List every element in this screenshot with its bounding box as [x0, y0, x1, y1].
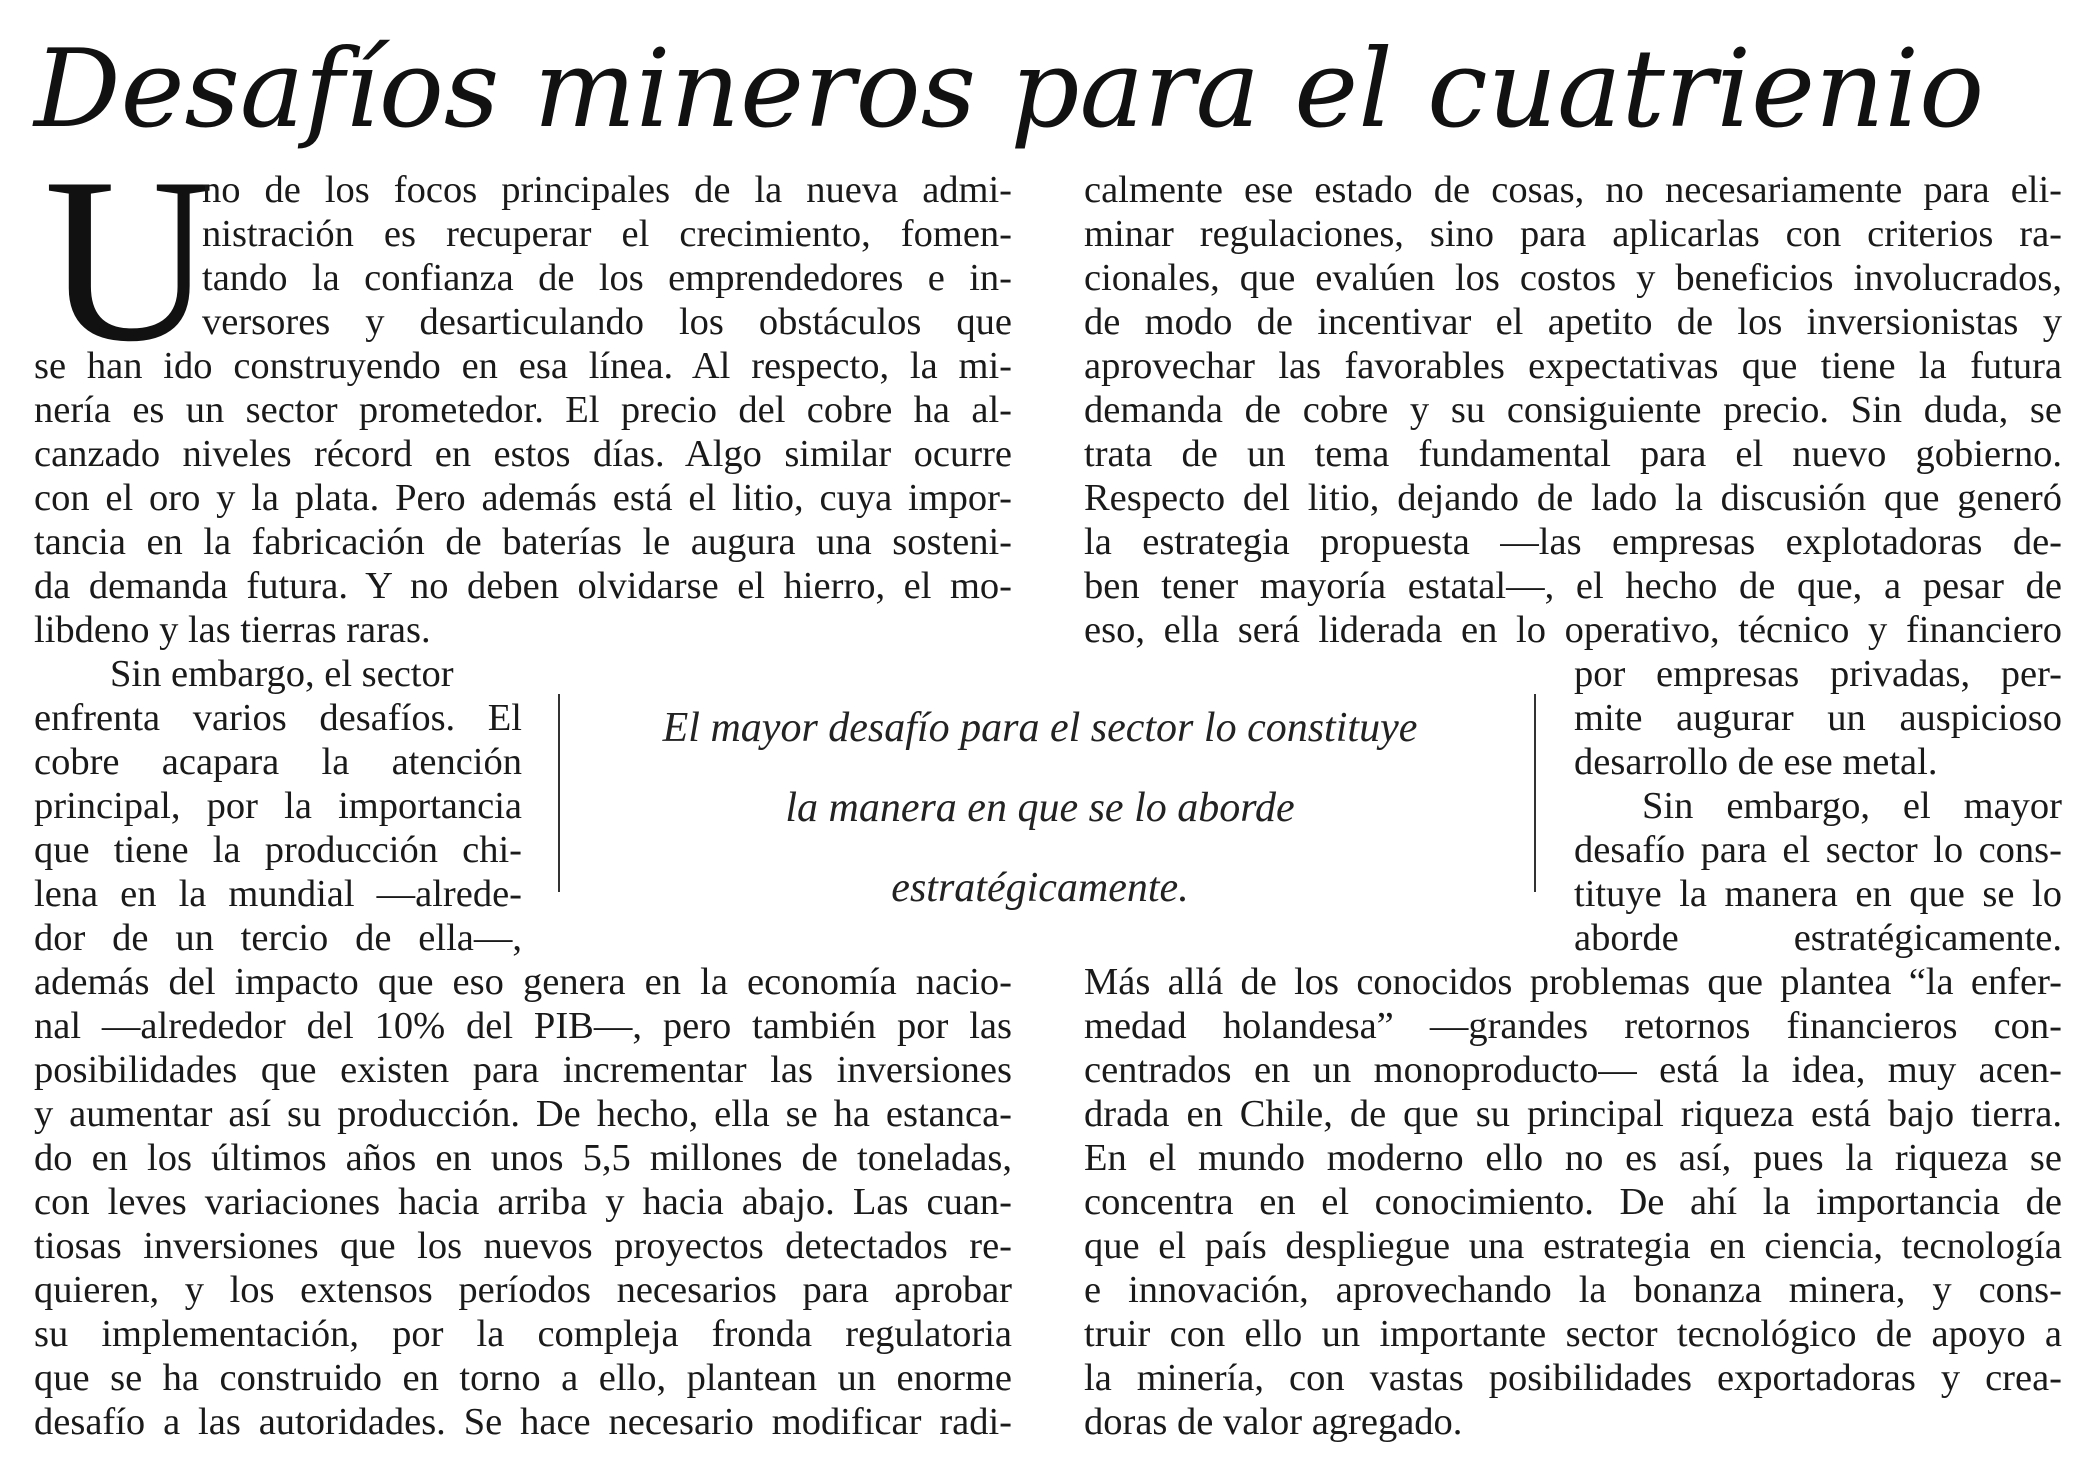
- col2-line: e innovación, aprovechando la bonanza minera, y cons-: [1084, 1269, 2062, 1311]
- col2-narrow-line: Sin embargo, el mayor: [1642, 785, 2062, 827]
- drop-cap: U: [44, 130, 215, 391]
- col2-line: trata de un tema fundamental para el nuevo gobierno.: [1084, 433, 2062, 475]
- col1-line: da demanda futura. Y no deben olvidarse el hierro, el mo-: [34, 565, 1012, 607]
- col2-line: ben tener mayoría estatal—, el hecho de que, a pesar de: [1084, 565, 2062, 607]
- col2-narrow-line: mite augurar un auspicioso: [1574, 697, 2062, 739]
- article-title: Desafíos mineros para el cuatrienio: [34, 27, 1985, 152]
- col2-line: aprovechar las favorables expectativas que tiene la futura: [1084, 345, 2062, 387]
- col1-line: nería es un sector prometedor. El precio del cobre ha al-: [34, 389, 1012, 431]
- col2-line: doras de valor agregado.: [1084, 1401, 1463, 1443]
- col1-line: se han ido construyendo en esa línea. Al respecto, la mi-: [34, 345, 1012, 387]
- col1-line: desafío a las autoridades. Se hace necesario modificar radi-: [34, 1401, 1012, 1443]
- col1-line: con leves variaciones hacia arriba y hacia abajo. Las cuan-: [34, 1181, 1012, 1223]
- col2-narrow-line: desafío para el sector lo cons-: [1574, 829, 2062, 871]
- col2-line: centrados en un monoproducto— está la idea, muy acen-: [1084, 1049, 2062, 1091]
- col1-line: con el oro y la plata. Pero además está el litio, cuya impor-: [34, 477, 1012, 519]
- pull-quote-line: El mayor desafío para el sector lo constituye: [662, 705, 1418, 751]
- col1-line: versores y desarticulando los obstáculos que: [202, 301, 1012, 343]
- col1-narrow-line: que tiene la producción chi-: [34, 829, 522, 871]
- col2-line: Más allá de los conocidos problemas que plantea “la enfer-: [1084, 961, 2062, 1003]
- col1-narrow-line: cobre acapara la atención: [34, 741, 522, 783]
- col1-line: posibilidades que existen para incrementar las inversiones: [34, 1049, 1012, 1091]
- col2-line: demanda de cobre y su consiguiente precio. Sin duda, se: [1084, 389, 2062, 431]
- col1-line: nistración es recuperar el crecimiento, fomen-: [202, 213, 1012, 255]
- col1-line: canzado niveles récord en estos días. Algo similar ocurre: [34, 433, 1012, 475]
- col1-line: tando la confianza de los emprendedores e in-: [202, 257, 1012, 299]
- col2-narrow-line: desarrollo de ese metal.: [1574, 741, 1938, 783]
- col2-narrow-line: tituye la manera en que se lo: [1574, 873, 2062, 915]
- col2-line: cionales, que evalúen los costos y beneficios involucrados,: [1084, 257, 2062, 299]
- col1-line: tancia en la fabricación de baterías le augura una sosteni-: [34, 521, 1012, 563]
- col1-line: do en los últimos años en unos 5,5 millones de toneladas,: [34, 1137, 1012, 1179]
- col1-line: y aumentar así su producción. De hecho, ella se ha estanca-: [34, 1093, 1012, 1135]
- col2-line: truir con ello un importante sector tecnológico de apoyo a: [1084, 1313, 2062, 1355]
- col1-line: además del impacto que eso genera en la economía nacio-: [34, 961, 1012, 1003]
- col1-line: que se ha construido en torno a ello, plantean un enorme: [34, 1357, 1012, 1399]
- col1-line: tiosas inversiones que los nuevos proyectos detectados re-: [34, 1225, 1012, 1267]
- col1-narrow-line: dor de un tercio de ella—,: [34, 917, 522, 959]
- col1-line: libdeno y las tierras raras.: [34, 609, 431, 651]
- col1-line: no de los focos principales de la nueva admi-: [202, 169, 1012, 211]
- col1-line: quieren, y los extensos períodos necesarios para aprobar: [34, 1269, 1012, 1311]
- col2-narrow-line: aborde estratégicamente.: [1574, 917, 2062, 959]
- col2-line: eso, ella será liderada en lo operativo, técnico y financiero: [1084, 609, 2062, 651]
- col1-narrow-line: enfrenta varios desafíos. El: [34, 697, 522, 739]
- col2-narrow-line: por empresas privadas, per-: [1574, 653, 2062, 695]
- pull-quote-left-rule: [558, 694, 560, 892]
- col2-line: drada en Chile, de que su principal riqueza está bajo tierra.: [1084, 1093, 2062, 1135]
- col2-line: concentra en el conocimiento. De ahí la importancia de: [1084, 1181, 2062, 1223]
- col2-line: En el mundo moderno ello no es así, pues la riqueza se: [1084, 1137, 2062, 1179]
- col1-line: su implementación, por la compleja fronda regulatoria: [34, 1313, 1012, 1355]
- col1-line: nal —alrededor del 10% del PIB—, pero también por las: [34, 1005, 1012, 1047]
- col2-line: que el país despliegue una estrategia en ciencia, tecnología: [1084, 1225, 2062, 1267]
- pull-quote-line: estratégicamente.: [891, 865, 1189, 911]
- col2-line: minar regulaciones, sino para aplicarlas con criterios ra-: [1084, 213, 2062, 255]
- col2-line: medad holandesa” —grandes retornos financieros con-: [1084, 1005, 2062, 1047]
- pull-quote-right-rule: [1534, 694, 1536, 892]
- col1-narrow-line: lena en la mundial —alrede-: [34, 873, 522, 915]
- col2-line: de modo de incentivar el apetito de los inversionistas y: [1084, 301, 2062, 343]
- pull-quote: [580, 688, 1500, 928]
- col1-narrow-line: Sin embargo, el sector: [110, 653, 454, 695]
- col1-narrow-line: principal, por la importancia: [34, 785, 522, 827]
- col2-line: la minería, con vastas posibilidades exportadoras y crea-: [1084, 1357, 2062, 1399]
- col2-line: calmente ese estado de cosas, no necesariamente para eli-: [1084, 169, 2062, 211]
- col2-line: la estrategia propuesta —las empresas explotadoras de-: [1084, 521, 2062, 563]
- pull-quote-line: la manera en que se lo aborde: [785, 785, 1295, 831]
- col2-line: Respecto del litio, dejando de lado la discusión que generó: [1084, 477, 2062, 519]
